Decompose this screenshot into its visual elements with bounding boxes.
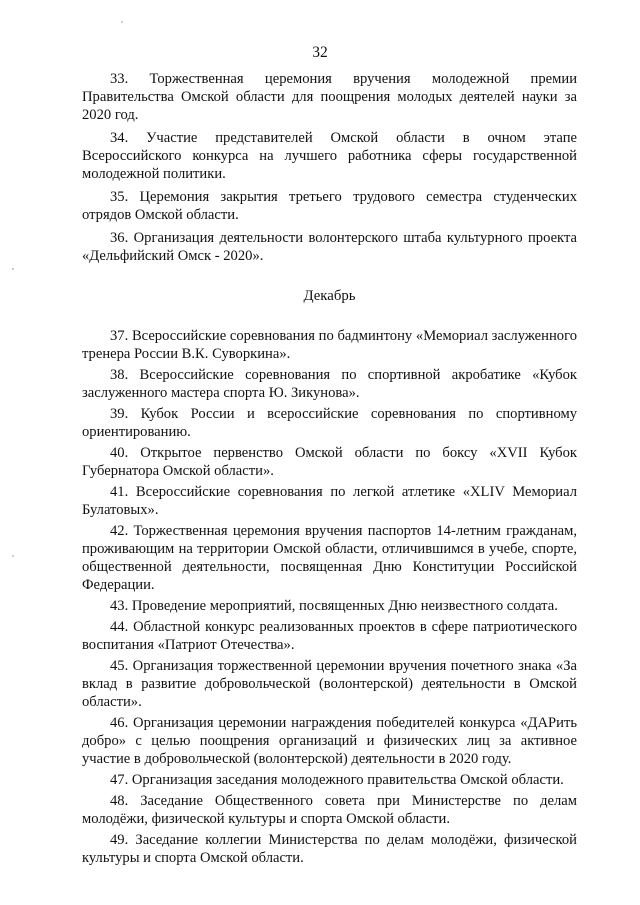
document-body: [82, 70, 577, 870]
list-item: 39. Кубок России и всероссийские соревнования по спортивному ориентированию.: [82, 406, 577, 440]
list-item: 41. Всероссийские соревнования по легкой атлетике «XLIV Мемориал Булатовых».: [82, 484, 577, 518]
list-item: 49. Заседание коллегии Министерства по делам молодёжи, физической культуры и спорта Омской области.: [82, 832, 577, 866]
list-item: 43. Проведение мероприятий, посвященных Дню неизвестного солдата.: [110, 598, 558, 614]
scan-speck: [12, 555, 14, 557]
list-item: 37. Всероссийские соревнования по бадминтону «Мемориал заслуженного тренера России В.К. Суворкина».: [82, 328, 577, 362]
scan-speck: [121, 21, 123, 23]
page-number: 32: [312, 44, 328, 61]
scan-speck: [12, 268, 14, 270]
list-item: 47. Организация заседания молодежного правительства Омской области.: [110, 772, 564, 788]
list-item: 36. Организация деятельности волонтерского штаба культурного проекта «Дельфийский Омск - 2020».: [82, 230, 577, 264]
list-item: 33. Торжественная церемония вручения молодежной премии Правительства Омской области для поощрения молодых деятелей науки за 2020 год.: [82, 71, 577, 123]
list-item: 34. Участие представителей Омской области в очном этапе Всероссийского конкурса на лучшего работника сферы государственной молодежной политики.: [82, 130, 577, 182]
section-heading-december: Декабрь: [303, 288, 356, 304]
list-item: 42. Торжественная церемония вручения паспортов 14-летним гражданам, проживающим на территории Омской области, отличившимся в учебе, спорте, общественной деятельности, посвященная Дню Конституции Российской Федерации.: [82, 523, 577, 593]
list-item: 38. Всероссийские соревнования по спортивной акробатике «Кубок заслуженного мастера спорта Ю. Зикунова».: [82, 367, 577, 401]
list-item: 45. Организация торжественной церемонии вручения почетного знака «За вклад в развитие добровольческой (волонтерской) деятельности в Омской области».: [82, 658, 577, 710]
list-item: 44. Областной конкурс реализованных проектов в сфере патриотического воспитания «Патриот Отечества».: [82, 619, 577, 653]
list-item: 48. Заседание Общественного совета при Министерстве по делам молодёжи, физической культуры и спорта Омской области.: [82, 793, 577, 827]
list-item: 46. Организация церемонии награждения победителей конкурса «ДАРить добро» с целью поощрения организаций и физических лиц за активное участие в добровольческой (волонтерской) деятельности в 2020 году.: [82, 715, 577, 767]
list-item: 35. Церемония закрытия третьего трудового семестра студенческих отрядов Омской области.: [82, 189, 577, 223]
list-item: 40. Открытое первенство Омской области по боксу «XVII Кубок Губернатора Омской области».: [82, 445, 577, 479]
